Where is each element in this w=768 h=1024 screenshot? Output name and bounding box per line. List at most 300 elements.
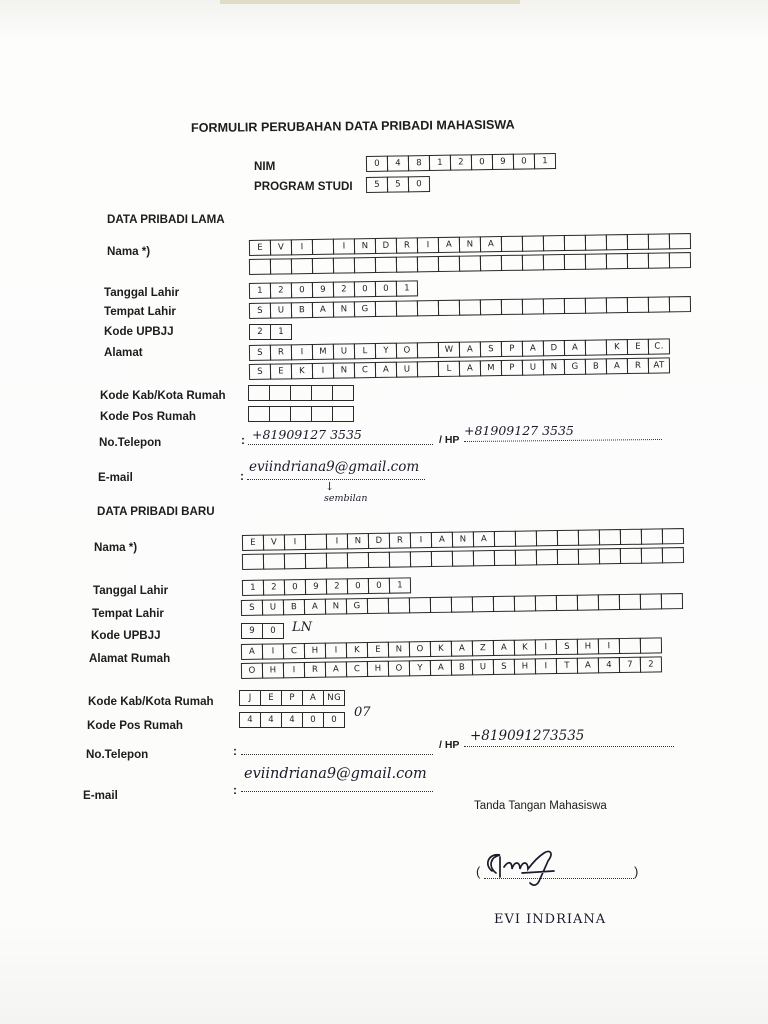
new-hp-value[interactable]: +819091273535 [470,728,585,744]
new-nama-row1-cell[interactable] [599,529,622,545]
old-tempat-boxes-cell[interactable] [459,299,482,315]
new-nama-row2-cell[interactable] [347,552,370,568]
new-tempat-boxes-cell[interactable]: S [241,600,264,616]
new-upbjj-extra: LN [292,620,313,635]
new-alamat-row1-cell[interactable]: I [535,639,558,655]
old-alamat-row1-cell[interactable]: O [396,342,419,358]
old-alamat-row1-cell[interactable]: S [480,341,503,357]
old-alamat-row1-cell[interactable]: P [501,341,524,357]
new-pos-boxes[interactable] [239,712,344,728]
old-alamat-row1-cell[interactable]: A [522,340,545,356]
new-pos-boxes-cell[interactable]: 4 [239,712,261,728]
new-alamat-row1-cell[interactable] [619,638,642,654]
new-nama-row2-cell[interactable] [389,551,412,567]
old-tempat-boxes-cell[interactable]: A [312,302,335,318]
new-tempat-boxes-cell[interactable] [367,598,390,614]
new-nama-row2-cell[interactable] [284,553,307,569]
old-tanggal-boxes-cell[interactable]: 1 [396,280,419,296]
old-nama-row2-cell[interactable] [417,256,440,272]
old-alamat-row2-cell[interactable]: U [396,361,419,377]
nim-boxes-cell[interactable]: 1 [534,153,557,169]
new-nama-row2-cell[interactable] [515,549,538,565]
new-tanggal-boxes[interactable] [242,577,410,596]
signature-scribble [478,843,568,893]
new-nama-row1-cell[interactable] [494,531,517,547]
old-nama-row2-cell[interactable] [669,252,692,268]
new-alamat-row1-cell[interactable] [640,637,663,653]
new-alamat-row2-cell[interactable]: H [514,658,537,674]
old-tempat-boxes-cell[interactable]: U [270,302,293,318]
new-nama-row1-cell[interactable] [620,529,643,545]
new-upbjj-label: Kode UPBJJ [91,629,161,642]
old-upbjj-boxes-cell[interactable]: 1 [270,324,292,340]
new-alamat-row2-cell[interactable]: A [325,661,348,677]
old-nama-row1-cell[interactable] [648,233,671,249]
old-nama-row1-cell[interactable] [522,235,545,251]
new-alamat-row1-cell[interactable]: O [409,641,432,657]
old-nama-row1-cell[interactable]: N [459,236,482,252]
new-kab-boxes-cell[interactable]: P [281,690,303,706]
new-nama-row2-cell[interactable] [557,549,580,565]
new-nama-row2-cell[interactable] [242,554,265,570]
program-studi-boxes-cell[interactable]: 0 [408,176,431,192]
new-tempat-boxes-cell[interactable] [493,596,516,612]
new-tempat-boxes-cell[interactable] [619,594,642,610]
old-tanggal-boxes-cell[interactable]: 0 [354,281,377,297]
old-kab-boxes-cell[interactable] [311,385,333,401]
old-nama-row1-cell[interactable]: N [354,238,377,254]
section-old-title: DATA PRIBADI LAMA [107,213,225,226]
nim-boxes-cell[interactable]: 8 [408,155,431,171]
new-alamat-row1-cell[interactable]: Z [472,640,495,656]
old-nama-row1-cell[interactable]: A [480,236,503,252]
new-alamat-row1-cell[interactable]: C [283,643,306,659]
old-alamat-row2-cell[interactable]: B [585,358,608,374]
nim-boxes-cell[interactable]: 0 [366,156,389,172]
old-tanggal-boxes-cell[interactable]: 9 [312,282,335,298]
new-nama-row1-cell[interactable]: R [389,532,412,548]
old-tanggal-boxes-cell[interactable]: 0 [375,281,398,297]
new-alamat-row1-cell[interactable]: E [367,642,390,658]
new-alamat-row1-cell[interactable]: H [577,638,600,654]
new-alamat-row2-cell[interactable]: 4 [598,657,621,673]
old-alamat-row2-cell[interactable]: C [354,362,377,378]
old-tempat-boxes-cell[interactable] [417,300,440,316]
new-alamat-row2-cell[interactable]: O [241,663,264,679]
signature-close-paren: ) [634,864,639,879]
new-nama-row1-cell[interactable]: I [410,532,433,548]
new-tanggal-boxes-cell[interactable]: 0 [347,578,370,594]
old-nama-row2-cell[interactable] [270,258,293,274]
old-nama-row1-cell[interactable] [669,233,692,249]
old-alamat-label: Alamat [104,346,143,359]
signature-name: EVI INDRIANA [494,912,607,927]
old-kab-boxes-cell[interactable] [332,385,354,401]
new-tempat-boxes-cell[interactable] [661,593,684,609]
old-nama-row2-cell[interactable] [312,258,335,274]
old-tempat-boxes-cell[interactable] [564,298,587,314]
old-tanggal-boxes-cell[interactable]: 0 [291,282,314,298]
new-tempat-boxes-cell[interactable] [472,596,495,612]
new-nama-row1-cell[interactable] [305,534,328,550]
old-alamat-row2-cell[interactable]: K [291,363,314,379]
new-kab-boxes-cell[interactable]: NG [323,690,345,706]
new-tanggal-boxes-cell[interactable]: 0 [284,579,307,595]
old-nama-row2-cell[interactable] [585,253,608,269]
new-alamat-row1-cell[interactable]: S [556,639,579,655]
old-nama-row1-cell[interactable] [606,234,629,250]
new-alamat-row1-cell[interactable]: H [304,643,327,659]
old-nama-row1-cell[interactable] [543,235,566,251]
old-tempat-boxes-cell[interactable] [543,298,566,314]
new-nama-row1-cell[interactable]: I [326,533,349,549]
new-alamat-row2-cell[interactable]: R [304,662,327,678]
old-hp-label: / HP [439,434,460,446]
nim-boxes[interactable] [366,153,555,172]
old-nama-row2-cell[interactable] [354,257,377,273]
old-alamat-row1-cell[interactable]: K [606,339,629,355]
old-alamat-row2-cell[interactable]: E [270,363,293,379]
old-alamat-row2-cell[interactable]: M [480,360,503,376]
new-alamat-row1-cell[interactable]: K [346,642,369,658]
new-alamat-row1-cell[interactable]: I [325,642,348,658]
new-nama-row2-cell[interactable] [662,547,685,563]
new-hp-label: / HP [439,739,460,751]
old-nama-row2-cell[interactable] [249,259,272,275]
old-alamat-row2-cell[interactable]: R [627,358,650,374]
old-nama-row2-cell[interactable] [648,252,671,268]
new-pos-boxes-cell[interactable]: 4 [260,712,282,728]
new-nama-row1-cell[interactable] [536,530,559,546]
old-pos-boxes[interactable] [248,406,353,422]
new-pos-boxes-cell[interactable]: 0 [302,712,324,728]
new-kab-boxes[interactable] [239,690,344,706]
new-email-value[interactable]: eviindriana9@gmail.com [244,766,427,782]
old-nama-row1-cell[interactable]: I [417,237,440,253]
new-nama-row2-cell[interactable] [326,552,349,568]
old-tanggal-boxes-cell[interactable]: 2 [270,282,293,298]
old-alamat-row2-cell[interactable]: A [606,358,629,374]
new-pos-extra: 07 [354,705,371,720]
old-email-line [247,479,425,480]
nim-boxes-cell[interactable]: 0 [471,154,494,170]
new-nama-row1-cell[interactable]: V [263,534,286,550]
program-studi-boxes[interactable] [366,176,429,193]
old-upbjj-label: Kode UPBJJ [104,325,174,338]
new-nama-row2-cell[interactable] [452,550,475,566]
new-nama-row2-cell[interactable] [263,553,286,569]
old-nama-row1-cell[interactable]: D [375,238,398,254]
new-nama-row2-cell[interactable] [620,548,643,564]
old-alamat-row1-cell[interactable]: C. [648,338,671,354]
old-alamat-row2-cell[interactable]: G [564,359,587,375]
old-alamat-row1-cell[interactable]: E [627,339,650,355]
nim-label: NIM [254,160,276,173]
old-nama-row1-cell[interactable] [501,236,524,252]
old-nama-row2-cell[interactable] [459,255,482,271]
new-tempat-boxes-cell[interactable] [598,594,621,610]
old-nama-row2-cell[interactable] [501,255,524,271]
old-pos-boxes-cell[interactable] [290,406,312,422]
new-upbjj-boxes[interactable] [241,623,283,639]
new-alamat-row2-cell[interactable]: S [493,659,516,675]
old-alamat-row1-cell[interactable]: A [564,340,587,356]
new-tempat-boxes-cell[interactable] [640,593,663,609]
old-alamat-row2-cell[interactable]: L [438,361,461,377]
new-nama-row2-cell[interactable] [599,548,622,564]
old-tempat-boxes-cell[interactable] [375,301,398,317]
new-tempat-boxes-cell[interactable]: U [262,599,285,615]
new-nama-row1-cell[interactable]: N [452,531,475,547]
nim-boxes-cell[interactable]: 2 [450,154,473,170]
old-kab-boxes-cell[interactable] [248,385,270,401]
old-tempat-boxes-cell[interactable] [501,299,524,315]
new-nama-row2-cell[interactable] [641,547,664,563]
nim-boxes-cell[interactable]: 1 [429,155,452,171]
old-tempat-boxes-cell[interactable] [669,296,692,312]
new-alamat-row1-cell[interactable]: N [388,641,411,657]
new-pos-boxes-cell[interactable]: 0 [323,712,345,728]
new-nama-row2-cell[interactable] [473,550,496,566]
new-upbjj-boxes-cell[interactable]: 9 [241,623,263,639]
new-alamat-row2-cell[interactable]: U [472,659,495,675]
old-tempat-boxes-cell[interactable]: B [291,302,314,318]
new-alamat-row2-cell[interactable]: O [388,660,411,676]
old-nama-row1-cell[interactable]: I [291,239,314,255]
new-alamat-row2-cell[interactable]: 7 [619,657,642,673]
new-tanggal-boxes-cell[interactable]: 9 [305,579,328,595]
old-alamat-row1-cell[interactable]: R [270,344,293,360]
new-nama-row2-cell[interactable] [578,548,601,564]
old-alamat-row1-cell[interactable]: S [249,345,272,361]
new-alamat-row1-cell[interactable]: I [262,643,285,659]
old-tempat-boxes-cell[interactable] [627,297,650,313]
old-tempat-boxes-cell[interactable] [606,297,629,313]
old-alamat-row2-cell[interactable]: A [375,362,398,378]
new-tempat-boxes-cell[interactable] [451,596,474,612]
new-nama-row1-cell[interactable]: A [431,532,454,548]
program-studi-boxes-cell[interactable]: 5 [366,177,389,193]
old-tanggal-label: Tanggal Lahir [104,286,180,299]
old-nama-row1-cell[interactable]: R [396,237,419,253]
new-alamat-row1-cell[interactable]: A [493,640,516,656]
old-tempat-boxes-cell[interactable] [585,297,608,313]
old-email-value[interactable]: eviindriana9@gmail.com [249,459,420,475]
new-nama-row2-cell[interactable] [431,551,454,567]
old-tempat-boxes-cell[interactable] [480,299,503,315]
old-nama-row2-cell[interactable] [396,256,419,272]
old-alamat-row2-cell[interactable]: A [459,360,482,376]
new-alamat-row1-cell[interactable]: A [241,644,264,660]
old-nama-row1-cell[interactable] [312,239,335,255]
new-alamat-row2-cell[interactable]: A [577,657,600,673]
new-nama-row1-cell[interactable]: D [368,533,391,549]
old-email-note: sembilan [324,493,368,504]
new-hp-line [464,746,674,747]
old-alamat-row1-cell[interactable]: M [312,344,335,360]
old-tempat-label: Tempat Lahir [104,305,176,318]
new-nama-label: Nama *) [94,541,138,554]
old-nama-row2-cell[interactable] [291,258,314,274]
new-nama-row1-cell[interactable] [557,530,580,546]
old-nama-row2-cell[interactable] [564,254,587,270]
new-alamat-row2-cell[interactable]: Y [409,660,432,676]
old-upbjj-boxes[interactable] [249,324,291,340]
new-alamat-row2-cell[interactable]: I [535,658,558,674]
old-nama-row1-cell[interactable] [627,234,650,250]
old-tempat-boxes-cell[interactable] [648,296,671,312]
old-pos-boxes-cell[interactable] [248,406,270,422]
old-nama-row1-cell[interactable]: V [270,239,293,255]
old-nama-row2-cell[interactable] [438,256,461,272]
old-nama-row2-cell[interactable] [480,255,503,271]
old-tempat-boxes-cell[interactable] [396,300,419,316]
old-telp-value[interactable]: +81909127 3535 [252,427,362,442]
new-alamat-row2-cell[interactable]: H [262,662,285,678]
new-tempat-boxes-cell[interactable] [514,595,537,611]
new-nama-row2-cell[interactable] [494,550,517,566]
new-tanggal-boxes-cell[interactable]: 0 [368,578,391,594]
new-kab-boxes-cell[interactable]: A [302,690,324,706]
new-nama-row2-cell[interactable] [305,553,328,569]
old-tanggal-boxes-cell[interactable]: 2 [333,281,356,297]
old-alamat-row1-cell[interactable]: I [291,344,314,360]
new-tempat-boxes-cell[interactable]: N [325,598,348,614]
old-alamat-row2-cell[interactable]: S [249,364,272,380]
old-alamat-row2-cell[interactable]: I [312,363,335,379]
old-nama-row1-cell[interactable] [585,234,608,250]
new-alamat-row1-cell[interactable]: A [451,640,474,656]
new-alamat-row2-cell[interactable]: B [451,659,474,675]
old-nama-row2-cell[interactable] [606,253,629,269]
new-alamat-row1-cell[interactable]: K [430,641,453,657]
old-hp-value[interactable]: +81909127 3535 [464,423,574,438]
old-alamat-row2-cell[interactable]: P [501,360,524,376]
old-pos-boxes-cell[interactable] [311,406,333,422]
new-kab-boxes-cell[interactable]: E [260,690,282,706]
new-alamat-row1-cell[interactable]: K [514,639,537,655]
old-email-colon: : [240,469,244,483]
new-email-colon: : [233,783,237,797]
old-alamat-row1-cell[interactable]: Y [375,343,398,359]
section-new-title: DATA PRIBADI BARU [97,505,215,518]
new-nama-row2-cell[interactable] [368,552,391,568]
new-alamat-row2-cell[interactable]: A [430,660,453,676]
old-nama-row2-cell[interactable] [522,254,545,270]
old-nama-row2-cell[interactable] [627,253,650,269]
old-nama-row1-cell[interactable] [564,235,587,251]
new-tempat-boxes-cell[interactable] [409,597,432,613]
new-tanggal-boxes-cell[interactable]: 1 [242,580,265,596]
old-alamat-row2-cell[interactable] [417,361,440,377]
old-pos-boxes-cell[interactable] [332,406,354,422]
old-telp-label: No.Telepon [99,436,162,449]
new-tanggal-boxes-cell[interactable]: 2 [326,578,349,594]
old-alamat-row1-cell[interactable]: U [333,343,356,359]
old-tempat-boxes-cell[interactable]: G [354,301,377,317]
new-nama-row2-cell[interactable] [410,551,433,567]
old-alamat-row2-cell[interactable]: N [333,362,356,378]
new-nama-row1-cell[interactable] [578,529,601,545]
program-studi-boxes-cell[interactable]: 5 [387,176,410,192]
new-tanggal-boxes-cell[interactable]: 1 [389,577,412,593]
new-tempat-boxes-cell[interactable] [556,595,579,611]
old-nama-row1-cell[interactable]: I [333,238,356,254]
nim-boxes-cell[interactable]: 9 [492,154,515,170]
new-nama-row1-cell[interactable]: A [473,531,496,547]
old-telp-line [248,444,433,445]
new-alamat-row2-cell[interactable]: I [283,662,306,678]
old-alamat-row1-cell[interactable] [585,339,608,355]
old-alamat-row1-cell[interactable]: D [543,340,566,356]
old-alamat-row2-cell[interactable]: U [522,359,545,375]
old-tempat-boxes-cell[interactable]: N [333,301,356,317]
nim-boxes-cell[interactable]: 0 [513,153,536,169]
new-nama-row1-cell[interactable]: I [284,534,307,550]
old-nama-row2-cell[interactable] [333,257,356,273]
old-kab-boxes-cell[interactable] [290,385,312,401]
new-nama-row1-cell[interactable] [641,528,664,544]
old-alamat-row1-cell[interactable]: L [354,343,377,359]
new-alamat-label: Alamat Rumah [89,652,171,665]
old-nama-row2-cell[interactable] [543,254,566,270]
old-pos-label: Kode Pos Rumah [100,410,196,423]
new-alamat-row2-cell[interactable]: H [367,661,390,677]
old-alamat-row1-cell[interactable]: W [438,342,461,358]
new-tempat-boxes-cell[interactable] [535,595,558,611]
new-tempat-boxes-cell[interactable] [430,597,453,613]
old-email-label: E-mail [98,471,133,484]
old-tanggal-boxes-cell[interactable]: 1 [249,283,272,299]
old-pos-boxes-cell[interactable] [269,406,291,422]
new-nama-row1-cell[interactable] [515,530,538,546]
new-nama-row1-cell[interactable]: E [242,535,265,551]
new-alamat-row2-cell[interactable]: C [346,661,369,677]
new-tempat-boxes-cell[interactable] [388,597,411,613]
old-alamat-row2-cell[interactable]: N [543,359,566,375]
new-upbjj-boxes-cell[interactable]: 0 [262,623,284,639]
old-upbjj-boxes-cell[interactable]: 2 [249,324,271,340]
old-alamat-row1-cell[interactable]: A [459,341,482,357]
old-nama-label: Nama *) [107,245,151,258]
new-nama-row1-cell[interactable]: N [347,533,370,549]
new-alamat-row1-cell[interactable]: I [598,638,621,654]
old-kab-boxes-cell[interactable] [269,385,291,401]
new-tempat-boxes-cell[interactable]: B [283,599,306,615]
new-nama-row1-cell[interactable] [662,528,685,544]
old-kab-boxes[interactable] [248,385,353,401]
new-nama-row2-cell[interactable] [536,549,559,565]
nim-boxes-cell[interactable]: 4 [387,155,410,171]
new-tempat-boxes-cell[interactable]: A [304,599,327,615]
old-tempat-boxes-cell[interactable] [438,300,461,316]
old-tanggal-boxes[interactable] [249,280,417,299]
old-tempat-boxes-cell[interactable]: S [249,303,272,319]
old-nama-row2-cell[interactable] [375,257,398,273]
old-nama-row1-cell[interactable]: A [438,237,461,253]
old-alamat-row2-cell[interactable]: AT [648,357,671,373]
new-pos-boxes-cell[interactable]: 4 [281,712,303,728]
old-nama-row1-cell[interactable]: E [249,240,272,256]
new-kab-boxes-cell[interactable]: J [239,690,261,706]
old-alamat-row1-cell[interactable] [417,342,440,358]
new-alamat-row2-cell[interactable]: 2 [640,656,663,672]
old-tempat-boxes-cell[interactable] [522,298,545,314]
new-tempat-boxes-cell[interactable]: G [346,598,369,614]
new-tempat-boxes-cell[interactable] [577,594,600,610]
new-tanggal-boxes-cell[interactable]: 2 [263,579,286,595]
new-alamat-row2-cell[interactable]: T [556,658,579,674]
